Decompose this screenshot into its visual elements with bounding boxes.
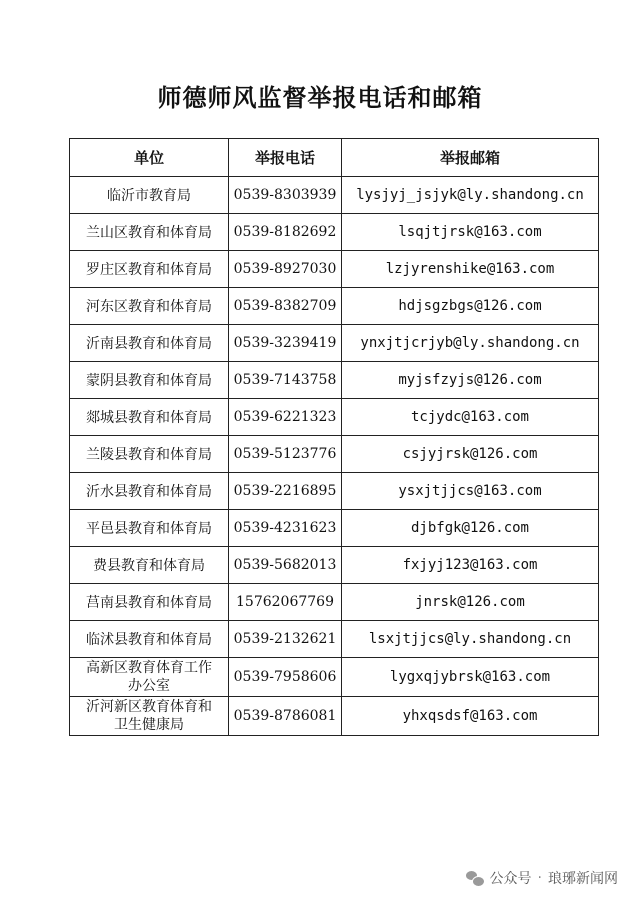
header-email: 举报邮箱	[342, 139, 599, 177]
phone-cell: 0539-8786081	[229, 697, 342, 736]
phone-cell: 0539-3239419	[229, 325, 342, 362]
phone-cell: 15762067769	[229, 584, 342, 621]
unit-cell-line: 高新区教育体育工作	[86, 660, 212, 676]
phone-cell: 0539-2216895	[229, 473, 342, 510]
table-row	[70, 621, 599, 658]
phone-cell: 0539-6221323	[229, 399, 342, 436]
unit-cell-line: 办公室	[128, 678, 170, 694]
table-row	[70, 510, 599, 547]
table-row	[70, 547, 599, 584]
email-cell: jnrsk@126.com	[342, 584, 599, 621]
unit-cell: 平邑县教育和体育局	[70, 510, 229, 547]
phone-cell: 0539-4231623	[229, 510, 342, 547]
unit-cell: 莒南县教育和体育局	[70, 584, 229, 621]
account-name: 琅琊新闻网	[548, 871, 618, 887]
report-contact-table	[69, 138, 599, 736]
phone-cell: 0539-8382709	[229, 288, 342, 325]
email-cell: csjyjrsk@126.com	[342, 436, 599, 473]
email-cell: lysjyj_jsjyk@ly.shandong.cn	[342, 177, 599, 214]
table-header-row	[70, 139, 599, 177]
unit-cell: 费县教育和体育局	[70, 547, 229, 584]
wechat-icon	[466, 870, 484, 886]
unit-cell: 兰陵县教育和体育局	[70, 436, 229, 473]
account-label: 公众号	[489, 871, 532, 887]
email-cell: lsxjtjjcs@ly.shandong.cn	[342, 621, 599, 658]
table-row	[70, 658, 599, 697]
unit-cell: 临沂市教育局	[70, 177, 229, 214]
unit-cell	[70, 697, 229, 736]
table-row	[70, 436, 599, 473]
unit-cell: 蒙阴县教育和体育局	[70, 362, 229, 399]
email-cell: lsqjtjrsk@163.com	[342, 214, 599, 251]
header-unit: 单位	[70, 139, 229, 177]
table-row	[70, 697, 599, 736]
table-row	[70, 362, 599, 399]
table-row	[70, 473, 599, 510]
email-cell: ysxjtjjcs@163.com	[342, 473, 599, 510]
unit-cell-line: 卫生健康局	[114, 717, 184, 733]
unit-cell: 河东区教育和体育局	[70, 288, 229, 325]
table-row	[70, 325, 599, 362]
table-row	[70, 288, 599, 325]
unit-cell: 沂水县教育和体育局	[70, 473, 229, 510]
unit-cell	[70, 658, 229, 697]
email-cell: myjsfzyjs@126.com	[342, 362, 599, 399]
phone-cell: 0539-8927030	[229, 251, 342, 288]
unit-cell: 临沭县教育和体育局	[70, 621, 229, 658]
email-cell: lzjyrenshike@163.com	[342, 251, 599, 288]
table-row	[70, 399, 599, 436]
phone-cell: 0539-2132621	[229, 621, 342, 658]
header-phone: 举报电话	[229, 139, 342, 177]
email-cell: tcjydc@163.com	[342, 399, 599, 436]
page-title: 师德师风监督举报电话和邮箱	[157, 83, 483, 112]
email-cell: fxjyj123@163.com	[342, 547, 599, 584]
unit-cell: 罗庄区教育和体育局	[70, 251, 229, 288]
email-cell: lygxqjybrsk@163.com	[342, 658, 599, 697]
phone-cell: 0539-7143758	[229, 362, 342, 399]
phone-cell: 0539-8182692	[229, 214, 342, 251]
email-cell: hdjsgzbgs@126.com	[342, 288, 599, 325]
unit-cell-line: 沂河新区教育体育和	[86, 699, 212, 715]
table-row	[70, 584, 599, 621]
footer-separator: ·	[537, 870, 542, 886]
unit-cell: 郯城县教育和体育局	[70, 399, 229, 436]
watermark-footer	[466, 868, 618, 888]
phone-cell: 0539-5123776	[229, 436, 342, 473]
unit-cell: 沂南县教育和体育局	[70, 325, 229, 362]
email-cell: yhxqsdsf@163.com	[342, 697, 599, 736]
email-cell: djbfgk@126.com	[342, 510, 599, 547]
table-row	[70, 214, 599, 251]
phone-cell: 0539-7958606	[229, 658, 342, 697]
phone-cell: 0539-5682013	[229, 547, 342, 584]
table-row	[70, 177, 599, 214]
unit-cell: 兰山区教育和体育局	[70, 214, 229, 251]
email-cell: ynxjtjcrjyb@ly.shandong.cn	[342, 325, 599, 362]
phone-cell: 0539-8303939	[229, 177, 342, 214]
table-row	[70, 251, 599, 288]
